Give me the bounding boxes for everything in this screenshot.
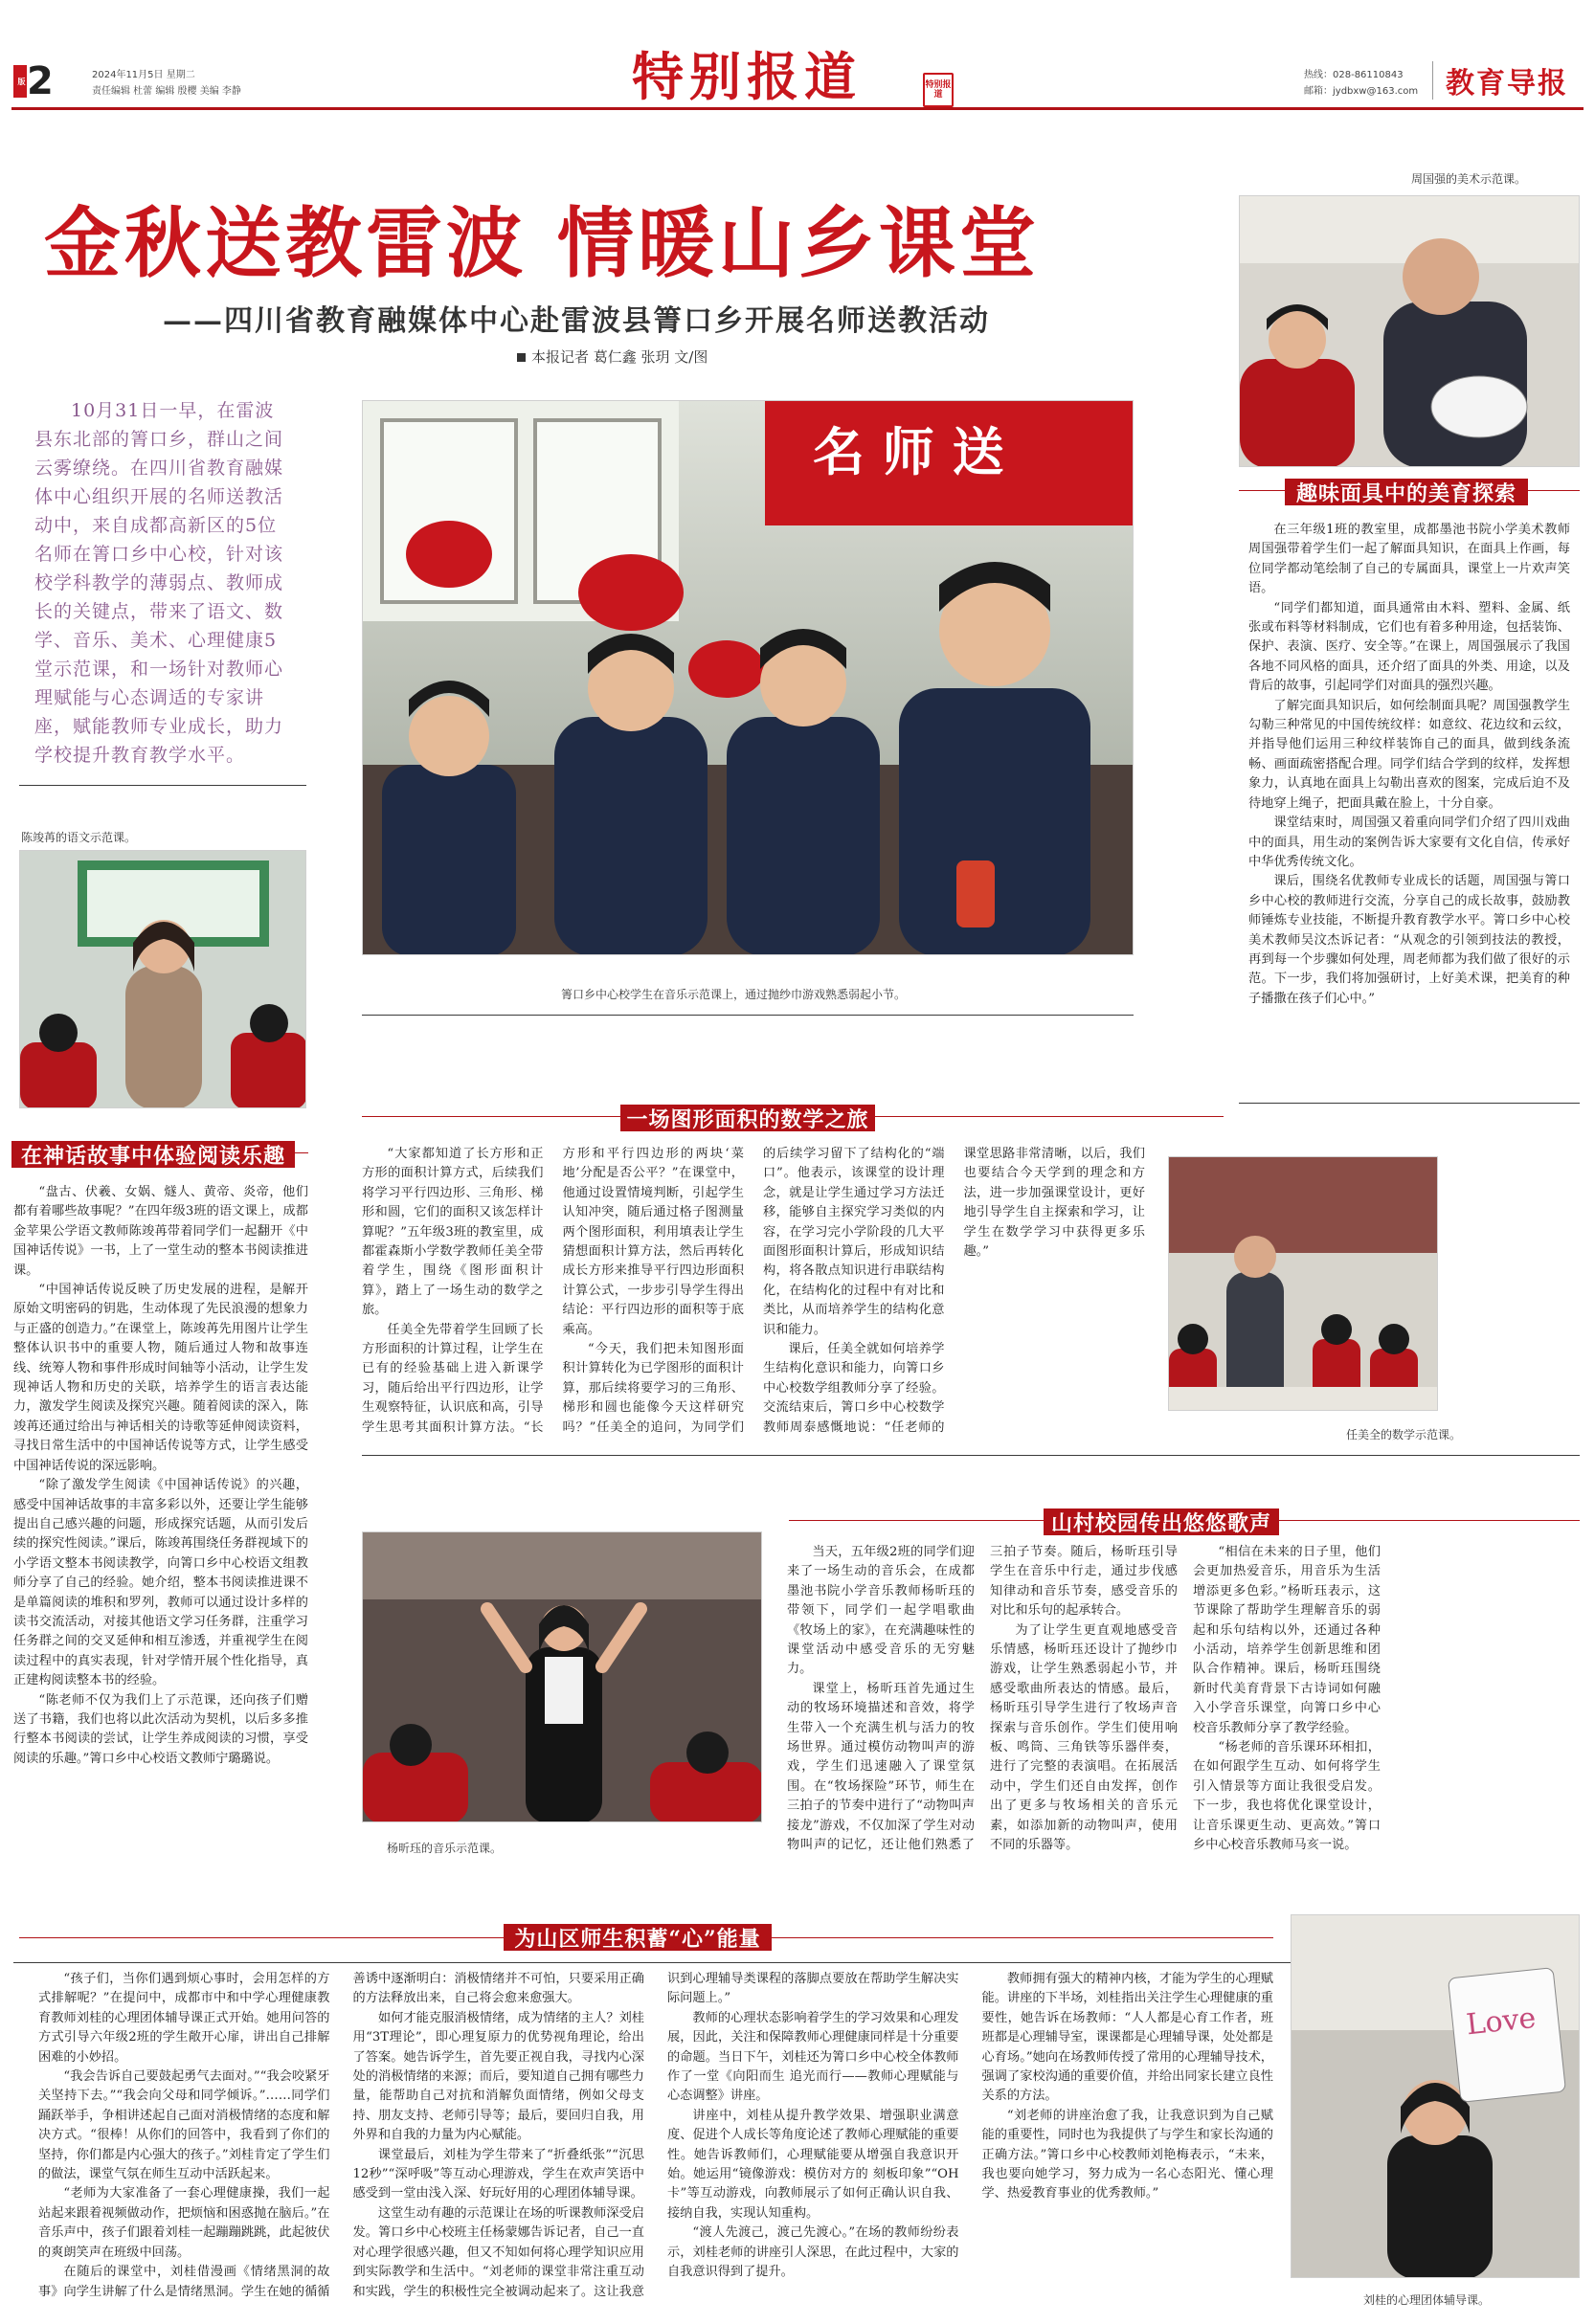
intro-divider — [19, 785, 306, 786]
psych-paragraph: 讲座中，刘桂从提升教学效果、增强职业满意度、促进个人成长等角度论述了教师心理赋能的重要性。她告诉教师们，心理赋能要从增强自我意识开始。她运用“镜像游戏：模仿对方的 刻板印象”“OH卡”等互动游戏，向教师展示了如何正确认识自我、接纳自我，实现认知重构。 — [667, 2108, 959, 2221]
music-teacher-photo — [363, 1532, 762, 1822]
zhou-photo-caption: 周国强的美术示范课。 — [1411, 172, 1527, 186]
page-tag: 版 — [13, 65, 27, 98]
psych-paragraph: 在随后的课堂中，刘桂借漫画《情绪黑洞的故事》向学生讲解了什么是情绪黑洞。学生在她的循循善诱中逐渐明白：消极情绪并不可怕，只要采用正确的方法释放出来，自己将会愈来愈强大。 — [38, 1972, 644, 2299]
issue-date: 2024年11月5日 星期二 — [92, 70, 195, 80]
psych-paragraph: “老师为大家准备了一套心理健康操，我们一起站起来跟着视频做动作，把烦恼和困惑抛在脑后。”在音乐声中，孩子们跟着刘桂一起蹦蹦跳跳，此起彼伏的爽朗笑声在班级中回荡。 — [38, 2186, 330, 2260]
liu-photo — [1291, 1914, 1580, 2278]
math-text — [362, 1145, 1145, 1441]
art-paragraph: 在三年级1班的教室里，成都墨池书院小学美术教师周国强带着学生们一起了解面具知识，在面具上作画，每位同学都动笔绘制了自己的专属面具，课堂上一片欢声笑语。 — [1248, 523, 1570, 596]
psych-paragraph: 教师的心理状态影响着学生的学习效果和心理发展，因此，关注和保障教师心理健康同样是十分重要的命题。当日下午，刘桂还为箐口乡中心校全体教师作了一堂《向阳而生 追光而行——教师心理赋能与心态调整》讲座。 — [667, 2010, 959, 2104]
ren-photo-caption: 任美全的数学示范课。 — [1346, 1428, 1462, 1441]
chen-photo-caption: 陈竣苒的语文示范课。 — [21, 831, 137, 844]
newspaper-brand: 教育导报 — [1446, 67, 1568, 101]
art-article — [1248, 521, 1570, 1095]
chinese-class-photo — [20, 851, 306, 1108]
myth-paragraph: “盘古、伏羲、女娲、燧人、黄帝、炎帝，他们都有着哪些故事呢？”在四年级3班的语文课上，成都金苹果公学语文教师陈竣苒带着同学们一起翻开《中国神话传说》一书，上了一堂生动的整本书阅读推进课。 — [13, 1185, 308, 1278]
board-text: Love — [1464, 2000, 1538, 2043]
art-class-photo — [1240, 196, 1580, 467]
psych-teacher-photo — [1292, 1915, 1580, 2278]
liu-photo-caption: 刘桂的心理团体辅导课。 — [1363, 2293, 1491, 2307]
art-paragraph: 课堂结束时，周国强又着重向同学们介绍了四川戏曲中的面具，用生动的案例告诉大家要有文化自信，传承好中华优秀传统文化。 — [1248, 816, 1570, 869]
music-paragraph: “杨老师的音乐课环环相扣，在如何跟学生互动、如何将学生引入情景等方面让我很受启发。下一步，我也将优化课堂设计，让音乐课更生动、更高效。”箐口乡中心校音乐教师马亥一说。 — [1193, 1740, 1381, 1853]
art-divider — [1239, 1103, 1580, 1104]
art-paragraph: “同学们都知道，面具通常由木料、塑料、金属、纸张或布料等材料制成，它们也有着多种用途，包括装饰、保护、表演、医疗、安全等。”在课上，周国强展示了我国各地不同风格的面具，还介绍了面具的外类、用途，以及背后的故事，引起同学们对面具的强烈兴趣。 — [1248, 600, 1570, 694]
page-number: 2 — [27, 59, 54, 103]
math-divider — [362, 1455, 1580, 1456]
myth-paragraph: “除了激发学生阅读《中国神话传说》的兴趣，感受中国神话故事的丰富多彩以外，还要让学生能够提出自己感兴趣的问题，形成探究话题，从而引发后续的探究性阅读。”课后，陈竣苒围绕任务群视域下的小学语文整本书阅读教学，向箐口乡中心校语文组教师分享了自己的经验。她介绍，整本书阅读推进课不是单篇阅读的堆积和罗列，教师可以通过设计多样的读书交流活动，对接其他语文学习任务群，注重学习任务群之间的交叉延伸和相互渗透，并重视学生在阅读过程中的真实表现，针对学情开展个性化指导，真正建构阅读整本书的经验。 — [13, 1478, 308, 1688]
math-article — [362, 1145, 1145, 1441]
music-class-photo — [363, 401, 1134, 955]
math-class-photo — [1169, 1157, 1438, 1411]
art-section-title: 趣味面具中的美育探索 — [1285, 479, 1528, 505]
seal-text: 特别报道 — [925, 80, 952, 100]
main-headline: 金秋送教雷波 情暖山乡课堂 — [44, 199, 1040, 288]
psych-paragraph: “刘老师的讲座治愈了我，让我意识到为自己赋能的重要性，同时也为我提供了与学生和家长沟通的正确方法。”箐口乡中心校教师刘艳梅表示，“未来，我也要向她学习，努力成为一名心态阳光、懂心理学、热爱教育事业的优秀教师。” — [981, 2108, 1273, 2201]
psych-paragraph: “孩子们，当你们遇到烦心事时，会用怎样的方式排解呢？”在提问中，成都市中和中学心理健康教育教师刘桂的心理团体辅导课正式开始。她用问答的方式引导六年级2班的学生敞开心扉，讲出自己排解困难的小妙招。 — [38, 1972, 330, 2065]
header-rule — [11, 107, 1584, 110]
byline: 本报记者 葛仁鑫 张玥 文/图 — [517, 346, 708, 367]
music-text — [787, 1543, 1381, 1859]
math-section-title: 一场图形面积的数学之旅 — [620, 1105, 875, 1131]
math-paragraph: 课后，任美全就如何培养学生结构化意识和能力，向箐口乡中心校数学组教师分享了经验。交流结束后，箐口乡中心校数学教师周泰感慨地说：“任老师的课堂思路非常清晰，以后，我们也要结合今天学到的理念和方法，进一步加强课堂设计，更好地引导学生自主探索和学习，让学生在数学学习中获得更多乐趣。” — [763, 1147, 1145, 1435]
math-paragraph: “大家都知道了长方形和正方形的面积计算方式，后续我们将学习平行四边形、三角形、梯形和圆，它们的面积又该怎样计算呢？”五年级3班的教室里，成都霍森斯小学数学教师任美全带着学生，围绕《图形面积计算》，踏上了一场生动的数学之旅。 — [362, 1147, 544, 1318]
psych-paragraph: 如何才能克服消极情绪，成为情绪的主人？刘桂用“3T理论”，即心理复原力的优势视角理论，给出了答案。她告诉学生，首先要正视自我，寻找内心深处的消极情绪的来源；而后，要知道自己拥有哪些力量，能帮助自己对抗和消解负面情绪，例如父母支持、朋友支持、老师引导等；最后，要回归自我，用外界和自我的力量为内心赋能。 — [352, 2010, 644, 2143]
yang-photo — [362, 1531, 762, 1822]
mask-prop — [1431, 376, 1527, 437]
art-paragraph: 了解完面具知识后，如何绘制面具呢？周国强教学生勾勒三种常见的中国传统纹样：如意纹、花边纹和云纹，并指导他们运用三种纹样装饰自己的面具，做到线条流畅、画面疏密搭配合理。同学们结合学到的纹样，发挥想象力，认真地在面具上勾勒出喜欢的图案，完成后迫不及待地穿上绳子，把面具戴在脸上，十分自豪。 — [1248, 698, 1570, 811]
page-number-block — [13, 59, 57, 103]
main-photo-caption: 箐口乡中心校学生在音乐示范课上，通过抛纱巾游戏熟悉弱起小节。 — [561, 988, 907, 1001]
yang-photo-caption: 杨昕珏的音乐示范课。 — [387, 1842, 503, 1855]
myth-section-title: 在神话故事中体验阅读乐趣 — [11, 1141, 295, 1168]
chen-photo — [19, 850, 306, 1108]
section-seal-logo — [923, 73, 954, 107]
psych-paragraph: 课堂最后，刘桂为学生带来了“折叠纸张”“沉思12秒”“深呼吸”等互动心理游戏，学生在欢声笑语中感受到一堂由浅入深、好玩好用的心理团体辅导课。 — [352, 2147, 644, 2201]
music-paragraph: 当天，五年级2班的同学们迎来了一场生动的音乐会，在成都墨池书院小学音乐教师杨昕珏的带领下，同学们一起学唱歌曲《牧场上的家》，在充满趣味性的课堂活动中感受音乐的无穷魅力。 — [787, 1545, 975, 1677]
main-photo-rule — [362, 1015, 1134, 1016]
music-section-title: 山村校园传出悠悠歌声 — [1044, 1508, 1279, 1535]
header-meta-right — [1304, 67, 1418, 100]
main-photo — [362, 400, 1134, 955]
psych-text — [38, 1970, 1273, 2320]
music-paragraph: 为了让学生更直观地感受音乐情感，杨昕珏还设计了抛纱巾游戏，让学生熟悉弱起小节，并感受歌曲所表达的情感。最后，杨昕珏引导学生进行了牧场声音探索与音乐创作。学生们使用响板、鸣筒、三角铁等乐器伴奏，进行了完整的表演唱。在拓展活动中，学生们还自由发挥，创作出了更多与牧场相关的音乐元素，如添加新的动物叫声，使用不同的乐器等。 — [990, 1622, 1178, 1853]
math-paragraph: 任美全先带着学生回顾了长方形面积的计算过程，让学生在已有的经验基础上进入新课学习，随后给出平行四边形，让学生观察特征，认识底和高，引导学生思考其面积计算方法。“长方形和平行四边形的两块‘菜地’分配是否公平？”在课堂中，他通过设置情境判断，引起学生认知冲突，随后通过格子图测量两个图形面积，利用填表让学生猜想面积计算方法，然后再转化成长方形来推导平行四边形面积计算公式，一步步引导学生得出结论：平行四边形的面积等于底乘高。 — [362, 1147, 744, 1435]
music-paragraph: “相信在未来的日子里，他们会更加热爱音乐，用音乐为生活增添更多色彩。”杨昕珏表示，这节课除了帮助学生理解音乐的弱起和乐句结构以外，还通过各种小活动，培养学生创新思维和团队合作精神。课后，杨昕珏围绕新时代美育背景下古诗词如何融入小学音乐课堂，向箐口乡中心校音乐教师分享了教学经验。 — [1193, 1545, 1381, 1735]
editors-line: 责任编辑 杜蕾 编辑 殷樱 美编 李静 — [92, 86, 241, 97]
hotline: 热线：028-86110843 — [1304, 70, 1404, 80]
myth-article — [13, 1183, 308, 1920]
zhou-photo — [1239, 195, 1580, 467]
sand-shaker — [956, 860, 995, 927]
psych-section-title: 为山区师生积蓄“心”能量 — [504, 1924, 772, 1951]
subheadline: ——四川省教育融媒体中心赴雷波县箐口乡开展名师送教活动 — [163, 304, 990, 338]
psych-paragraph: 教师拥有强大的精神内核，才能为学生的心理赋能。讲座的下半场，刘桂指出关注学生心理健康的重要性，她告诉在场教师：“人人都是心育工作者，班班都是心理辅导室，课课都是心理辅导课，处处都是心育场。”她向在场教师传授了常用的心理辅导技术，强调了家校沟通的重要价值，并给出同家长建立良性关系的方法。 — [981, 1972, 1273, 2104]
psych-paragraph: 这堂生动有趣的示范课让在场的听课教师深受启发。箐口乡中心校班主任杨蒙娜告诉记者，自己一直对心理学很感兴趣，但又不知如何将心理学知识应用到实际教学和生活中。“刘老师的课堂非常注重互动和实践，学生的积极性完全被调动起来了。这让我意识到心理辅导类课程的落脚点要放在帮助学生解决实际问题上。” — [352, 1972, 959, 2299]
ren-photo — [1168, 1156, 1438, 1411]
psych-article — [38, 1970, 1273, 2320]
email: 邮箱：jydbxw@163.com — [1304, 86, 1419, 97]
myth-paragraph: “中国神话传说反映了历史发展的进程，是解开原始文明密码的钥匙，生动体现了先民浪漫的想象力与正盛的创造力。”在课堂上，陈竣苒先用图片让学生整体认识书中的重要人物，随后通过人物和故事连线、统筹人物和事件形成时间轴等小活动，让学生发现神话人物和历史的关联，培养学生的语言表达能力，激发学生阅读及探究兴趣。随着阅读的深入，陈竣苒还通过给出与神话相关的诗歌等延伸阅读资料，寻找日常生活中的中国神话传说等方式，让学生感受中国神话传说的深远影响。 — [13, 1283, 308, 1473]
section-title: 特别报道 — [632, 46, 862, 107]
header-divider — [1432, 61, 1433, 100]
art-paragraph: 课后，围绕名优教师专业成长的话题，周国强与箐口乡中心校的教师进行交流，分享自己的成长故事，鼓励教师锤炼专业技能，不断提升教育教学水平。箐口乡中心校美术教师吴汶杰诉记者：“从观念的引领到技法的教授，再到每一个步骤如何处理，周老师都为我们做了很好的示范。下一步，我们将加强研讨，上好美术课，把美育的种子播撒在孩子们心中。” — [1248, 874, 1570, 1006]
music-paragraph: 课堂上，杨昕珏首先通过生动的牧场环境描述和音效，将学生带入一个充满生机与活力的牧场世界。通过模仿动物叫声的游戏，学生们迅速融入了课堂氛围。在“牧场探险”环节，师生在三拍子的节奏中进行了“动物叫声接龙”游戏，不仅加深了学生对动物叫声的记忆，还让他们熟悉了三拍子节奏。随后，杨昕珏引导学生在音乐中行走，通过步伐感知律动和音乐节奏，感受音乐的对比和乐句的起承转合。 — [787, 1545, 1178, 1853]
psych-paragraph: “渡人先渡己，渡己先渡心。”在场的教师纷纷表示，刘桂老师的讲座引人深思，在此过程中，大家的自我意识得到了提升。 — [667, 2225, 959, 2280]
myth-paragraph: “陈老师不仅为我们上了示范课，还向孩子们赠送了书籍，我们也将以此次活动为契机，以后多多推行整本书阅读的尝试，让学生养成阅读的习惯，享受阅读的乐趣。”箐口乡中心校语文教师宁璐璐说。 — [13, 1692, 308, 1766]
psych-paragraph: “我会告诉自己要鼓起勇气去面对。”“我会咬紧牙关坚持下去。”“我会向父母和同学倾诉。”……同学们踊跃举手，争相讲述起自己面对消极情绪的态度和解决方式。“很棒！从你们的回答中，我看到了你们的坚持，你们都是内心强大的孩子。”刘桂肯定了学生们的做法，课堂气氛在师生互动中活跃起来。 — [38, 2069, 330, 2182]
article-intro: 10月31日一早，在雷波县东北部的箐口乡，群山之间云雾缭绕。在四川省教育融媒体中心组织开展的名师送教活动中，来自成都高新区的5位名师在箐口乡中心校，针对该校学科教学的薄弱点、教师成长的关键点，带来了语文、数学、音乐、美术、心理健康5堂示范课，和一场针对教师心理赋能与心态调适的专家讲座，赋能教师专业成长，助力学校提升教育教学水平。 — [34, 400, 284, 766]
banner-text: 名 师 送 — [813, 422, 1004, 482]
math-paragraph: “今天，我们把未知图形面积计算转化为已学图形的面积计算，那后续将要学习的三角形、梯形和圆也能像今天这样研究吗？”任美全的追问，为同学们的后续学习留下了结构化的“端口”。他表示，该课堂的设计理念，就是让学生通过学习方法迁移，能够自主探究学习类似的内容，在学习完小学阶段的几大平面图形面积计算后，形成知识结构，将各散点知识进行串联结构化，在结构化的过程中有对比和类比，从而培养学生的结构化意识和能力。 — [562, 1147, 945, 1435]
music-article — [787, 1543, 1584, 1859]
header-meta-left — [92, 67, 241, 100]
